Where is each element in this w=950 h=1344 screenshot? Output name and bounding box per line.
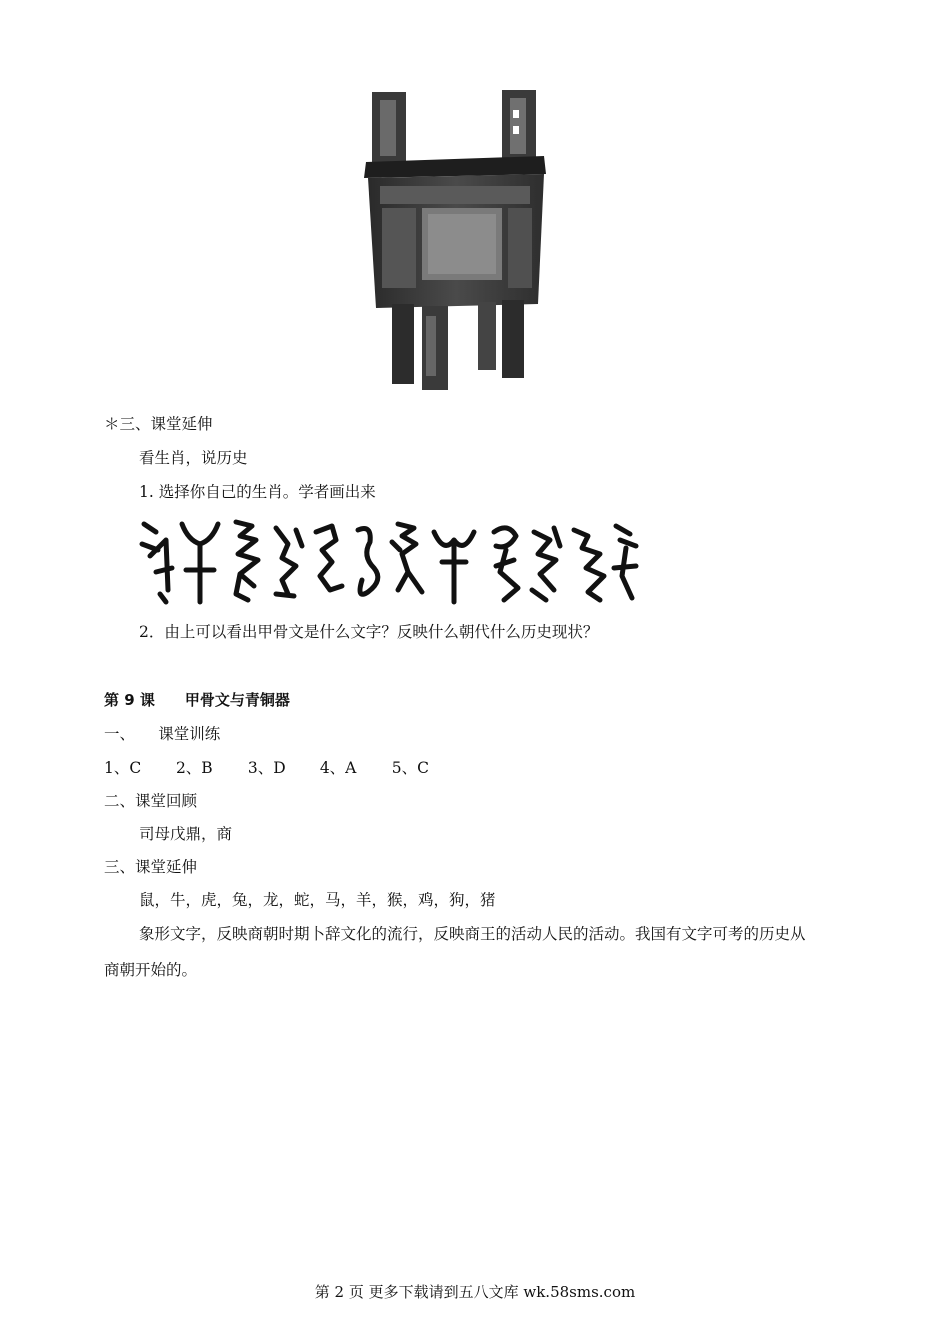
answer-list <box>104 758 429 778</box>
question-2: 2．由上可以看出甲骨文是什么文字？反映什么朝代什么历史现状？ <box>139 623 599 641</box>
lesson-title: 第 9 课 甲骨文与青铜器 <box>104 691 290 709</box>
part2-text: 司母戊鼎，商 <box>139 825 233 843</box>
summary-line-1: 象形文字，反映商朝时期卜辞文化的流行，反映商王的活动人民的活动。我国有文字可考的历史从 <box>139 925 806 943</box>
answer-item: 2、B <box>175 759 213 777</box>
extension-subtitle: 看生肖，说历史 <box>139 449 248 467</box>
part2-heading: 二、课堂回顾 <box>104 792 198 810</box>
answer-item: 3、D <box>247 759 286 777</box>
bronze-ding-image <box>362 86 548 390</box>
summary-line-2: 商朝开始的。 <box>104 961 198 979</box>
oracle-bone-zodiac-image <box>136 510 642 606</box>
zodiac-line: 鼠，牛，虎，兔，龙，蛇，马，羊，猴，鸡，狗，猪 <box>139 891 496 909</box>
part3-heading: 三、课堂延伸 <box>104 858 198 876</box>
extension-heading: ＊三、课堂延伸 <box>104 415 213 433</box>
question-1: 1. 选择你自己的生肖。学者画出来 <box>139 483 376 501</box>
part1-heading: 一、 课堂训练 <box>104 725 221 743</box>
answer-item: 1、C <box>104 759 142 777</box>
answer-item: 5、C <box>391 759 429 777</box>
page-footer: 第 2 页 更多下载请到五八文库 wk.58sms.com <box>314 1283 636 1301</box>
answer-item: 4、A <box>319 759 357 777</box>
